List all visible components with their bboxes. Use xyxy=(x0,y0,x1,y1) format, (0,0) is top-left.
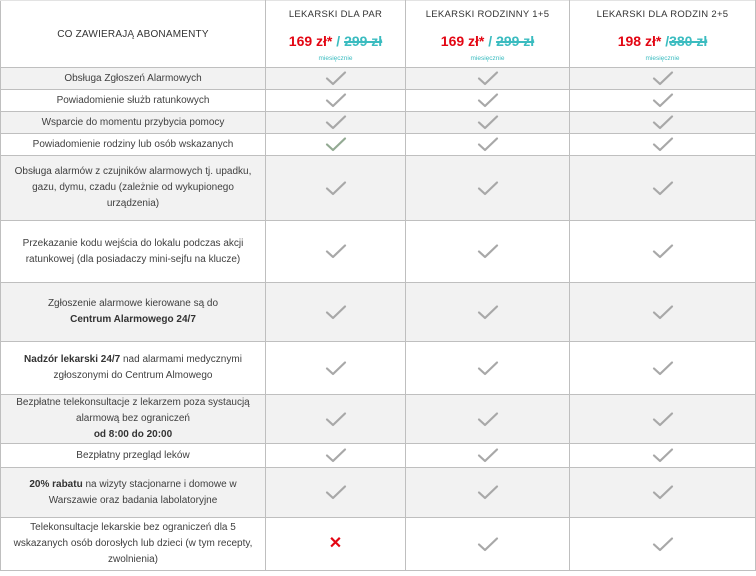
plan-1-mark xyxy=(266,156,406,221)
check-icon xyxy=(477,360,499,376)
feature-label-bold: 20% rabatu xyxy=(29,478,83,490)
feature-label xyxy=(1,395,266,444)
feature-row xyxy=(1,156,756,221)
plan-3-mark xyxy=(570,134,756,156)
plan-name: LEKARSKI DLA PAR xyxy=(288,9,383,20)
check-icon xyxy=(652,360,674,376)
feature-label-text: Wsparcie do momentu przybycia pomocy xyxy=(41,116,225,128)
check-icon xyxy=(652,447,674,463)
check-icon xyxy=(325,92,347,108)
plan-1-mark xyxy=(266,395,406,444)
plan-1-mark xyxy=(266,134,406,156)
plan-2-mark xyxy=(406,283,570,342)
check-icon xyxy=(652,243,674,259)
feature-row xyxy=(1,221,756,283)
plan-3-mark xyxy=(570,90,756,112)
check-icon xyxy=(477,484,499,500)
plan-3-mark xyxy=(570,395,756,444)
check-icon xyxy=(325,484,347,500)
plan-3-mark xyxy=(570,156,756,221)
feature-row xyxy=(1,68,756,90)
check-icon xyxy=(477,92,499,108)
plan-2-mark xyxy=(406,468,570,518)
feature-label-text: Powiadomienie rodziny lub osób wskazanych xyxy=(32,138,234,150)
check-icon xyxy=(325,411,347,427)
plan-2-mark xyxy=(406,342,570,395)
plan-2-mark xyxy=(406,221,570,283)
check-icon xyxy=(477,536,499,552)
price-old: 380 zł xyxy=(669,33,708,49)
plan-2-mark xyxy=(406,518,570,571)
feature-label-text: Bezpłatny przegląd leków xyxy=(76,449,190,461)
plan-1-mark xyxy=(266,518,406,571)
plan-price xyxy=(570,33,755,49)
check-icon xyxy=(477,243,499,259)
feature-row xyxy=(1,468,756,518)
plan-3-mark xyxy=(570,444,756,468)
plan-1-mark xyxy=(266,342,406,395)
plan-2-mark xyxy=(406,68,570,90)
check-icon xyxy=(325,114,347,130)
price-period: miesięcznie xyxy=(645,55,680,62)
header-label: CO ZAWIERAJĄ ABONAMENTY xyxy=(1,1,266,68)
feature-label xyxy=(1,112,266,134)
feature-label xyxy=(1,68,266,90)
plan-header-3 xyxy=(570,1,756,68)
plan-1-mark xyxy=(266,283,406,342)
plan-header-2 xyxy=(406,1,570,68)
check-icon xyxy=(477,447,499,463)
plan-3-mark xyxy=(570,112,756,134)
feature-label-text: Powiadomienie służb ratunkowych xyxy=(56,94,210,106)
plan-1-mark xyxy=(266,468,406,518)
check-icon xyxy=(325,447,347,463)
feature-label xyxy=(1,90,266,112)
plan-3-mark xyxy=(570,283,756,342)
check-icon xyxy=(325,70,347,86)
plan-2-mark xyxy=(406,444,570,468)
check-icon xyxy=(652,136,674,152)
check-icon xyxy=(652,411,674,427)
feature-row xyxy=(1,342,756,395)
plan-1-mark xyxy=(266,444,406,468)
feature-row xyxy=(1,395,756,444)
price-new: 198 zł* xyxy=(617,33,662,49)
plan-2-mark xyxy=(406,112,570,134)
plan-2-mark xyxy=(406,156,570,221)
plan-3-mark xyxy=(570,518,756,571)
check-icon xyxy=(652,484,674,500)
check-icon xyxy=(652,92,674,108)
plan-2-mark xyxy=(406,395,570,444)
price-separator: / xyxy=(661,33,670,49)
header-row xyxy=(1,1,756,68)
feature-label xyxy=(1,342,266,395)
price-new: 169 zł* xyxy=(440,33,485,49)
plan-price xyxy=(266,33,405,49)
feature-row xyxy=(1,518,756,571)
plan-2-mark xyxy=(406,90,570,112)
feature-row xyxy=(1,90,756,112)
feature-row xyxy=(1,283,756,342)
feature-label-text: nad alarmami medycznymi zgłoszonymi do Centrum Almowego xyxy=(53,354,242,381)
plan-name: LEKARSKI DLA RODZIN 2+5 xyxy=(596,9,729,20)
feature-label xyxy=(1,518,266,571)
plan-price xyxy=(406,33,569,49)
check-icon xyxy=(477,304,499,320)
price-old: 299 zł xyxy=(496,33,535,49)
feature-label xyxy=(1,221,266,283)
feature-label xyxy=(1,444,266,468)
check-icon xyxy=(325,360,347,376)
price-old: 299 zł xyxy=(344,33,383,49)
plan-1-mark xyxy=(266,221,406,283)
plan-2-mark xyxy=(406,134,570,156)
price-separator: / xyxy=(484,33,497,49)
feature-label-text: na wizyty stacjonarne i domowe w Warszawie oraz badania labolatoryjne xyxy=(48,478,237,506)
check-icon xyxy=(652,536,674,552)
feature-label-text: Obsługa Zgłoszeń Alarmowych xyxy=(64,72,202,84)
price-new: 169 zł* xyxy=(288,33,333,49)
plan-name: LEKARSKI RODZINNY 1+5 xyxy=(425,9,550,20)
feature-label-text: Przekazanie kodu wejścia do lokalu podczas akcji ratunkowej (dla posiadaczy mini-sejfu na klucze) xyxy=(22,237,244,265)
check-icon xyxy=(652,304,674,320)
check-icon xyxy=(477,136,499,152)
feature-label-bold: od 8:00 do 20:00 xyxy=(93,429,173,440)
plan-3-mark xyxy=(570,221,756,283)
plan-3-mark xyxy=(570,68,756,90)
feature-label xyxy=(1,283,266,342)
plan-header-1 xyxy=(266,1,406,68)
plan-3-mark xyxy=(570,468,756,518)
plan-3-mark xyxy=(570,342,756,395)
check-icon xyxy=(652,180,674,196)
check-icon xyxy=(477,70,499,86)
feature-row xyxy=(1,444,756,468)
cross-icon: ✕ xyxy=(328,534,343,552)
check-icon xyxy=(325,243,347,259)
check-icon xyxy=(477,114,499,130)
price-separator: / xyxy=(332,33,345,49)
feature-label-bold: Nadzór lekarski 24/7 xyxy=(24,354,121,365)
feature-label-text: Obsługa alarmów z czujników alarmowych tj. upadku, gazu, dymu, czadu (zależnie od wykupionego urządzenia) xyxy=(14,166,252,209)
feature-label-text: Zgłoszenie alarmowe kierowane są do xyxy=(47,298,219,309)
feature-row xyxy=(1,112,756,134)
feature-label xyxy=(1,468,266,518)
feature-label-text: Telekonsultacje lekarskie bez ograniczeń dla 5 wskazanych osób dorosłych lub dzieci (w tym recepty, zwolnienia) xyxy=(13,522,253,565)
check-icon xyxy=(477,180,499,196)
feature-label-bold: Centrum Alarmowego 24/7 xyxy=(70,314,196,325)
price-period: miesięcznie xyxy=(318,55,353,62)
plan-1-mark xyxy=(266,90,406,112)
feature-label-text: Bezpłatne telekonsultacje z lekarzem poza systaucją alarmową bez ograniczeń xyxy=(16,397,250,424)
check-icon xyxy=(652,70,674,86)
check-icon xyxy=(325,136,347,152)
check-icon xyxy=(325,304,347,320)
feature-row xyxy=(1,134,756,156)
check-icon xyxy=(325,180,347,196)
check-icon xyxy=(477,411,499,427)
price-period: miesięcznie xyxy=(470,55,505,62)
plan-1-mark xyxy=(266,112,406,134)
check-icon xyxy=(652,114,674,130)
feature-label xyxy=(1,156,266,221)
plan-1-mark xyxy=(266,68,406,90)
feature-label xyxy=(1,134,266,156)
